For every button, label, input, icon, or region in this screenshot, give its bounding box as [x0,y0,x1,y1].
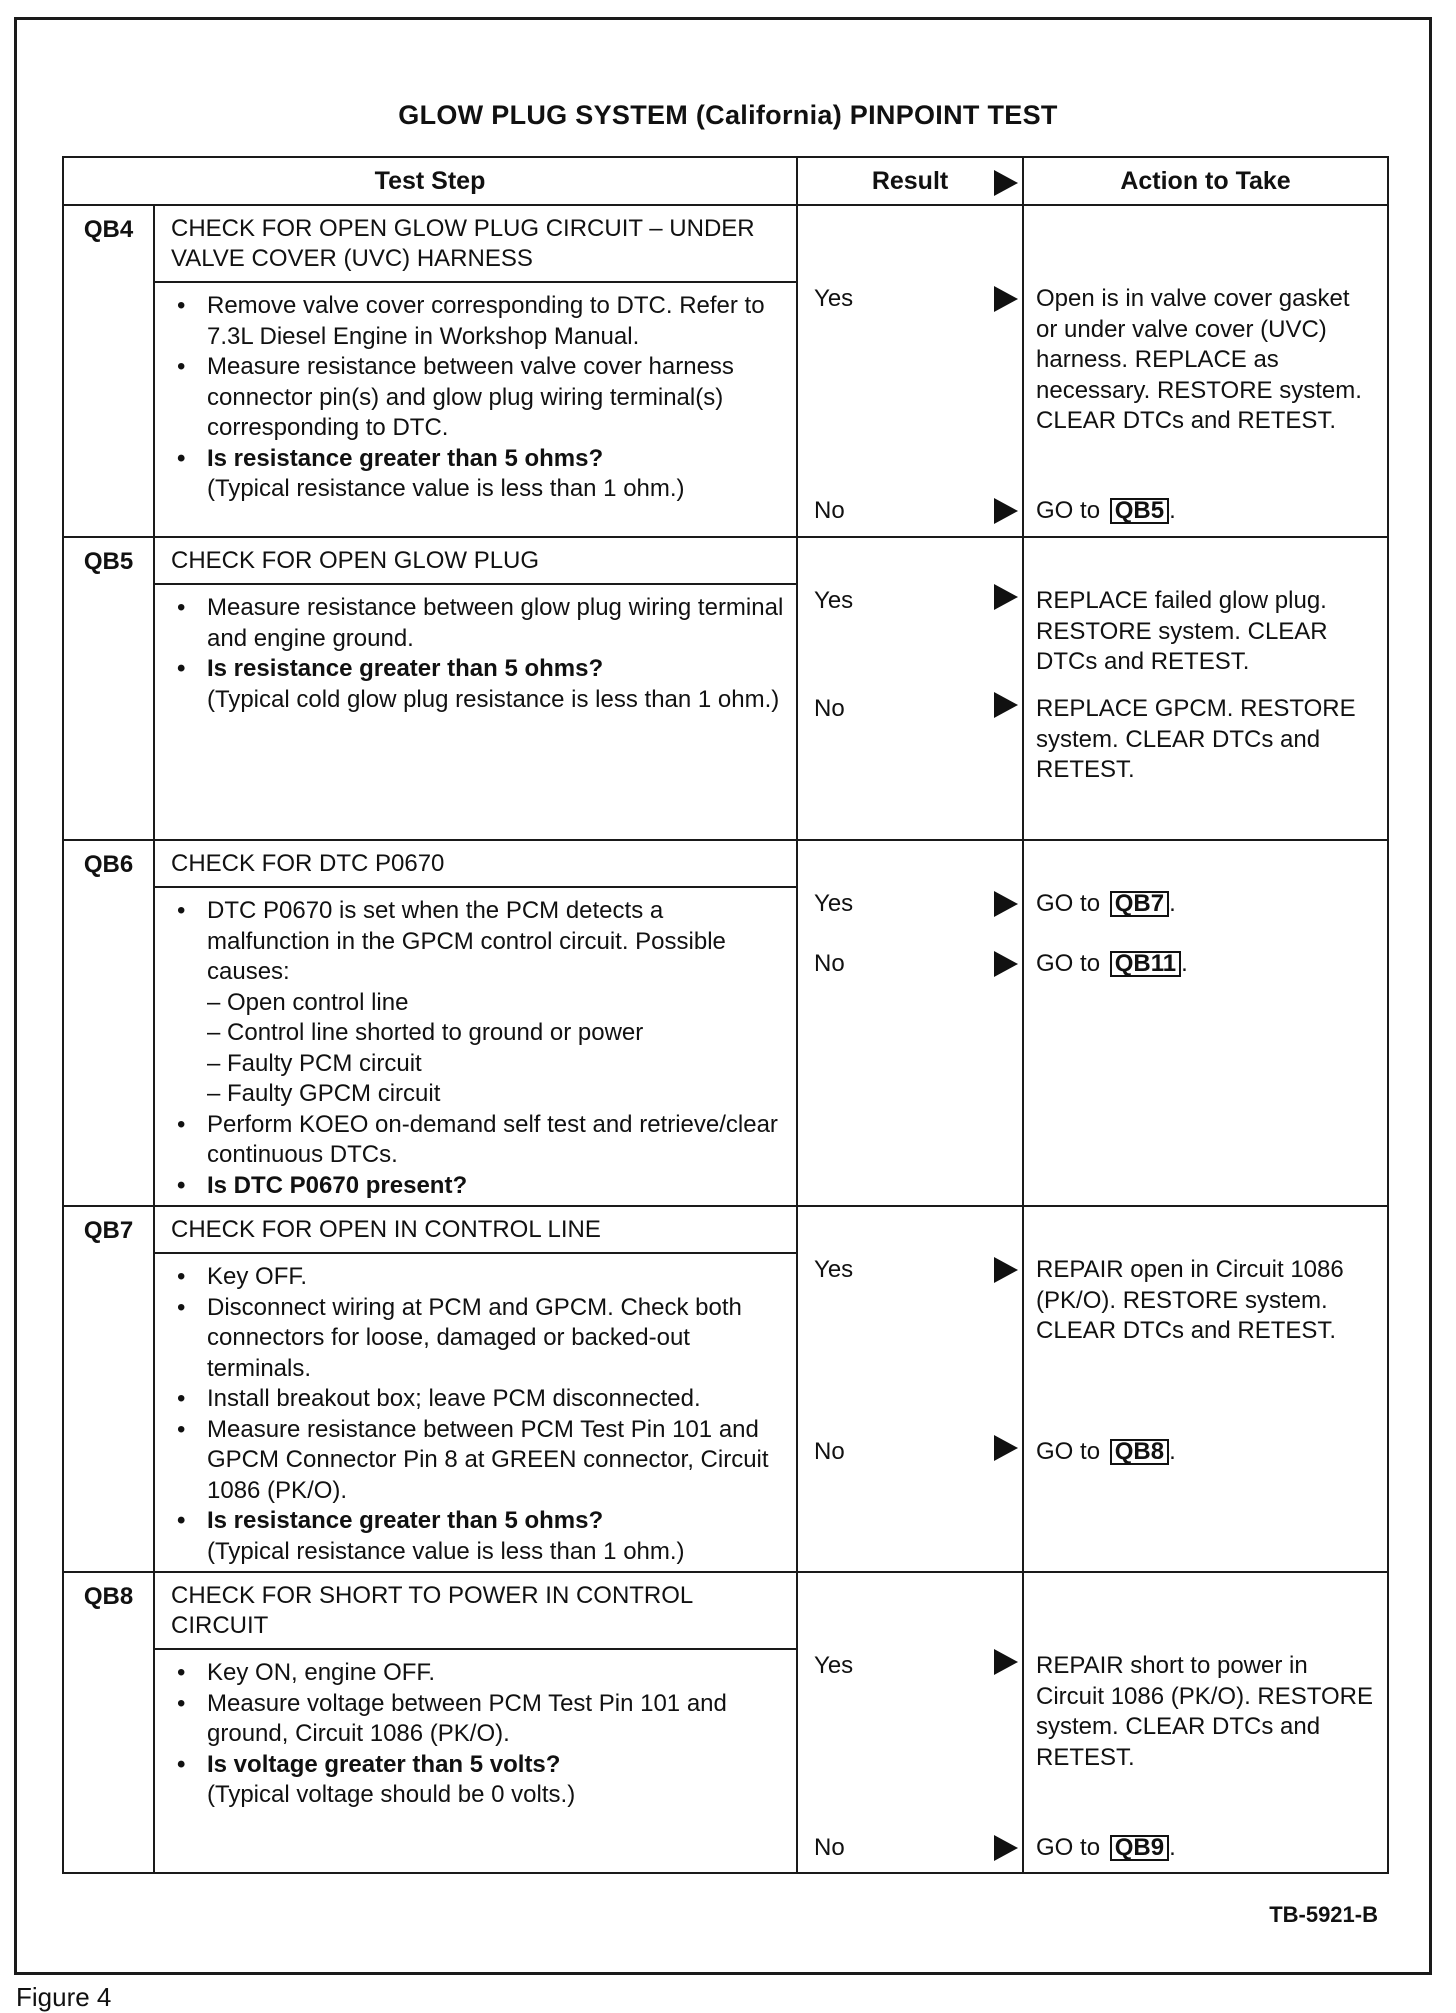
result-yes: Yes [814,587,854,614]
question-note: (Typical cold glow plug resistance is less than 1 ohm.) [207,685,780,713]
result-no: No [814,950,845,977]
arrow-right-icon [994,891,1018,917]
question-text: Is resistance greater than 5 ohms? [207,1507,604,1534]
step-bullet: • Measure resistance between PCM Test Pin 101 and GPCM Connector Pin 8 at GREEN connector, Circuit 1086 (PK/O). [171,1415,788,1507]
step-heading: CHECK FOR OPEN GLOW PLUG CIRCUIT – UNDER VALVE COVER (UVC) HARNESS [154,205,797,282]
result-yes: Yes [814,1256,854,1283]
step-question [171,654,788,715]
action-no [1036,1833,1376,1864]
table-row [63,205,1388,282]
question-note: (Typical resistance value is less than 1 ohm.) [207,1537,685,1565]
action-no: REPLACE GPCM. RESTORE system. CLEAR DTCs and RETEST. [1036,695,1356,783]
arrow-right-icon [994,584,1018,610]
table-row [63,840,1388,887]
header-result [797,157,1023,205]
goto-suffix: . [1181,950,1188,977]
action-yes: Open is in valve cover gasket or under valve cover (UVC) harness. REPLACE as necessary. RESTORE system. CLEAR DTCs and RETEST. [1036,285,1362,434]
arrow-right-icon [994,1649,1018,1675]
header-action: Action to Take [1023,157,1388,205]
step-id: QB7 [63,1206,154,1572]
action-yes: REPLACE failed glow plug. RESTORE system. CLEAR DTCs and RETEST. [1036,587,1328,675]
result-yes: Yes [814,890,854,917]
step-bullet: • Perform KOEO on-demand self test and retrieve/clear continuous DTCs. [171,1110,788,1171]
goto-text: GO to [1036,1438,1107,1465]
question-note: (Typical voltage should be 0 volts.) [207,1781,576,1808]
result-cell [797,1572,1023,1873]
step-bullet: • Key OFF. [171,1262,788,1293]
result-yes: Yes [814,285,854,312]
step-heading: CHECK FOR SHORT TO POWER IN CONTROL CIRCUIT [154,1572,797,1649]
document-number: TB-5921-B [1269,1902,1378,1927]
cause-line: – Faulty PCM circuit [207,1049,422,1077]
cause-line: – Control line shorted to ground or power [207,1019,644,1046]
step-bullet: • Measure voltage between PCM Test Pin 101 and ground, Circuit 1086 (PK/O). [171,1689,788,1750]
result-yes: Yes [814,1652,854,1679]
arrow-right-icon [994,170,1018,196]
arrow-right-icon [994,498,1018,524]
step-id: QB6 [63,840,154,1206]
arrow-right-icon [994,692,1018,718]
table-row [63,537,1388,584]
step-bullet [171,896,788,1110]
goto-suffix: . [1169,497,1176,524]
action-yes [1036,889,1376,920]
action-cell [1023,205,1388,537]
step-body [154,887,797,1206]
step-question [171,444,788,505]
question-text: Is resistance greater than 5 ohms? [207,655,604,682]
question-text: Is voltage greater than 5 volts? [207,1750,561,1778]
goto-text: GO to [1036,890,1107,917]
action-cell [1023,1206,1388,1572]
arrow-right-icon [994,1835,1018,1861]
step-bullet: • Remove valve cover corresponding to DTC. Refer to 7.3L Diesel Engine in Workshop Manual. [171,291,788,352]
result-no: No [814,1834,845,1861]
step-question: • Is DTC P0670 present? [171,1171,788,1202]
step-reference-link[interactable]: QB11 [1110,951,1181,977]
result-no: No [814,497,845,524]
goto-text: GO to [1036,950,1107,977]
arrow-right-icon [994,1435,1018,1461]
result-no: No [814,1438,845,1465]
action-yes: REPAIR open in Circuit 1086 (PK/O). RESTORE system. CLEAR DTCs and RETEST. [1036,1256,1344,1344]
step-body [154,282,797,537]
step-body [154,584,797,840]
arrow-right-icon [994,951,1018,977]
result-no: No [814,695,845,722]
action-no [1036,496,1376,527]
step-id: QB4 [63,205,154,537]
goto-suffix: . [1169,1834,1176,1861]
header-result-label: Result [871,166,949,195]
figure-caption: Figure 4 [16,1982,112,2012]
step-reference-link[interactable]: QB7 [1110,891,1169,917]
step-body [154,1649,797,1873]
action-no [1036,949,1376,980]
result-cell [797,1206,1023,1572]
cause-line: – Faulty GPCM circuit [207,1080,441,1107]
action-no [1036,1437,1376,1468]
step-reference-link[interactable]: QB5 [1110,498,1169,524]
step-reference-link[interactable]: QB8 [1110,1439,1169,1465]
step-heading: CHECK FOR OPEN GLOW PLUG [154,537,797,584]
step-body [154,1253,797,1572]
step-bullet: • Disconnect wiring at PCM and GPCM. Check both connectors for loose, damaged or backed-out terminals. [171,1293,788,1385]
action-cell [1023,1572,1388,1873]
result-cell [797,205,1023,537]
step-reference-link[interactable]: QB9 [1110,1835,1169,1861]
header-test-step: Test Step [63,157,797,205]
result-cell [797,840,1023,1206]
goto-text: GO to [1036,497,1107,524]
step-id: QB5 [63,537,154,840]
action-cell [1023,537,1388,840]
question-text: Is resistance greater than 5 ohms? [207,444,604,472]
table-header-row [63,157,1388,205]
step-bullet: • Key ON, engine OFF. [171,1658,788,1689]
goto-suffix: . [1169,890,1176,917]
step-bullet: • Measure resistance between valve cover harness connector pin(s) and glow plug wiring terminal(s) corresponding to DTC. [171,352,788,444]
table-row [63,1206,1388,1253]
step-id: QB8 [63,1572,154,1873]
arrow-right-icon [994,286,1018,312]
action-cell [1023,840,1388,1206]
step-question [171,1750,788,1811]
goto-suffix: . [1169,1438,1176,1465]
table-row [63,1572,1388,1649]
bullet-text: DTC P0670 is set when the PCM detects a malfunction in the GPCM control circuit. Possible causes: [207,897,726,985]
result-cell [797,537,1023,840]
goto-text: GO to [1036,1834,1107,1861]
step-bullet: • Install breakout box; leave PCM disconnected. [171,1384,788,1415]
step-heading: CHECK FOR OPEN IN CONTROL LINE [154,1206,797,1253]
step-heading: CHECK FOR DTC P0670 [154,840,797,887]
pinpoint-test-table [62,156,1389,1874]
arrow-right-icon [994,1257,1018,1283]
page-title: GLOW PLUG SYSTEM (California) PINPOINT TEST [398,100,1058,130]
action-yes: REPAIR short to power in Circuit 1086 (PK/O). RESTORE system. CLEAR DTCs and RETEST. [1036,1652,1373,1771]
step-bullet: • Measure resistance between glow plug wiring terminal and engine ground. [171,593,788,654]
question-note: (Typical resistance value is less than 1 ohm.) [207,475,685,502]
cause-line: – Open control line [207,988,409,1016]
step-question [171,1506,788,1567]
